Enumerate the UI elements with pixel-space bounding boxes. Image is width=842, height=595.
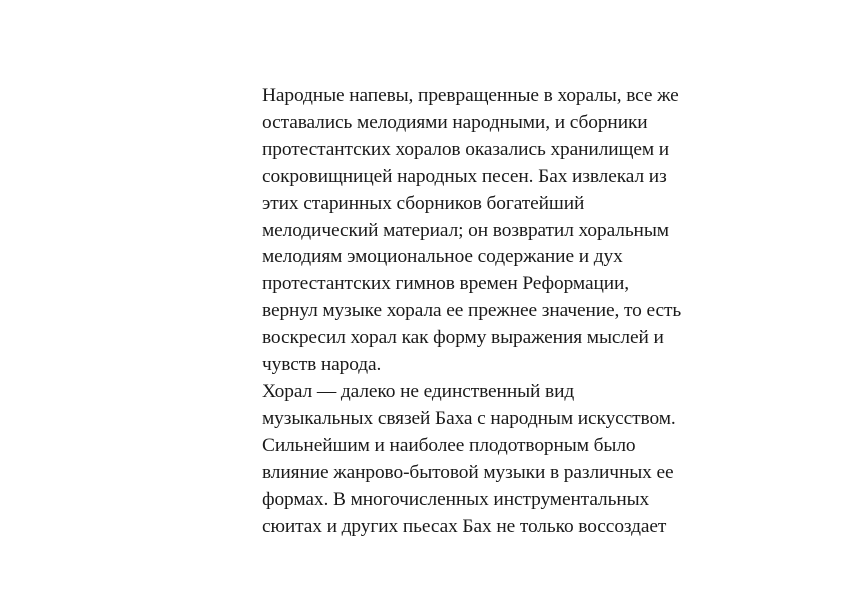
text-line: протестантских гимнов времен Реформации, bbox=[262, 273, 630, 295]
body-text bbox=[262, 83, 762, 540]
text-line: протестантских хоралов оказались хранилищем и bbox=[262, 138, 670, 160]
text-line: Хорал — далеко не единственный вид bbox=[262, 380, 575, 402]
text-line: влияние жанрово-бытовой музыки в различных ее bbox=[262, 461, 674, 483]
text-line: оставались мелодиями народными, и сборники bbox=[262, 111, 648, 133]
text-line: чувств народа. bbox=[262, 354, 382, 376]
text-line: Народные напевы, превращенные в хоралы, все же bbox=[262, 85, 679, 106]
text-line: Сильнейшим и наиболее плодотворным было bbox=[262, 434, 636, 456]
text-line: мелодиям эмоциональное содержание и дух bbox=[262, 246, 623, 268]
text-line: сокровищницей народных песен. Бах извлекал из bbox=[262, 165, 667, 187]
text-line: этих старинных сборников богатейший bbox=[262, 192, 585, 214]
text-line: мелодический материал; он возвратил хоральным bbox=[262, 219, 669, 241]
text-line: формах. В многочисленных инструментальных bbox=[262, 488, 650, 510]
text-line: воскресил хорал как форму выражения мыслей и bbox=[262, 327, 664, 349]
text-line: вернул музыке хорала ее прежнее значение, то есть bbox=[262, 300, 682, 322]
text-line: музыкальных связей Баха с народным искусством. bbox=[262, 407, 676, 429]
text-line: сюитах и других пьесах Бах не только воссоздает bbox=[262, 515, 667, 537]
